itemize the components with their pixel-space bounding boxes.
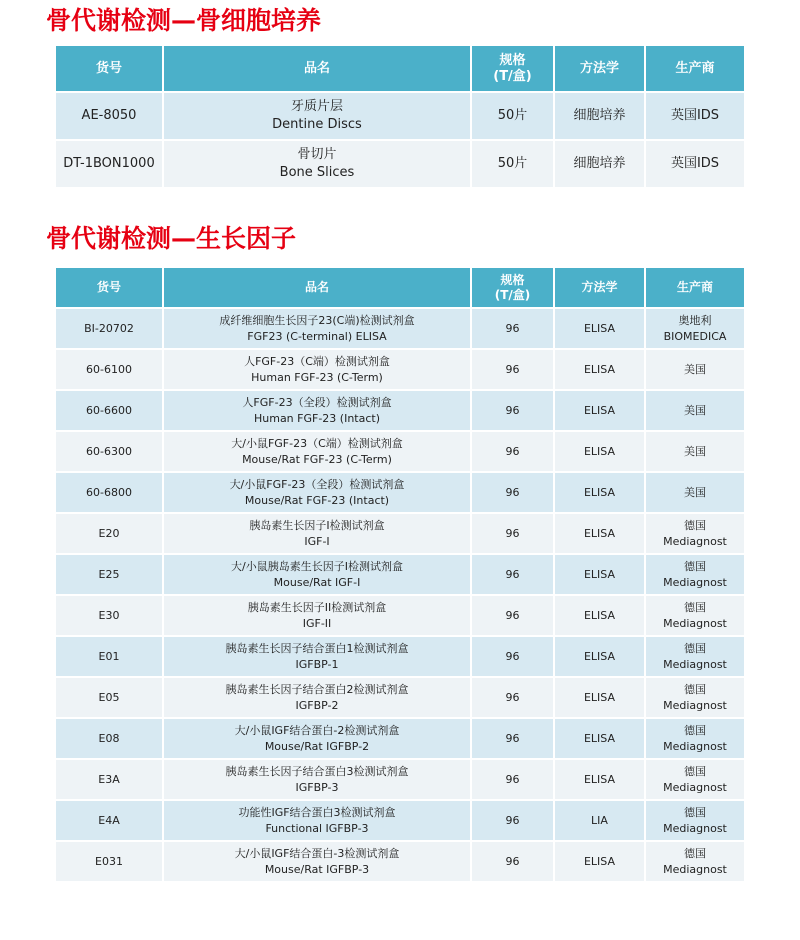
cell-maker (646, 309, 744, 348)
cell-name-cn: 大/小鼠IGF结合蛋白-2检测试剂盒 (234, 723, 400, 737)
cell-maker-brand: Mediagnost (663, 534, 727, 548)
table-row (56, 514, 744, 553)
cell-spec: 96 (472, 514, 553, 553)
cell-name-cn: 胰岛素生长因子结合蛋白1检测试剂盒 (225, 641, 409, 655)
cell-name-cn: 胰岛素生长因子结合蛋白3检测试剂盒 (225, 764, 409, 778)
cell-maker-country: 德国 (684, 846, 706, 860)
cell-method: ELISA (555, 760, 644, 799)
cell-maker-brand: Mediagnost (663, 862, 727, 876)
cell-name (164, 350, 470, 389)
cell-spec: 96 (472, 637, 553, 676)
cell-spec: 96 (472, 309, 553, 348)
table-row (56, 473, 744, 512)
cell-name-en: IGFBP-2 (295, 698, 339, 712)
table-row (56, 596, 744, 635)
cell-spec: 96 (472, 432, 553, 471)
cell-maker-country: 美国 (684, 403, 706, 417)
cell-name (164, 473, 470, 512)
cell-maker-brand: Mediagnost (663, 616, 727, 630)
cell-maker-country: 德国 (684, 682, 706, 696)
cell-name-en: Mouse/Rat FGF-23 (C-Term) (242, 452, 392, 466)
cell-maker-brand: Mediagnost (663, 698, 727, 712)
section-title-growth-factors: 骨代谢检测—生长因子 (46, 224, 297, 253)
cell-code: E3A (56, 760, 162, 799)
cell-spec: 96 (472, 596, 553, 635)
cell-name (164, 596, 470, 635)
cell-maker-country: 德国 (684, 764, 706, 778)
cell-code: 60-6100 (56, 350, 162, 389)
cell-maker-brand: Mediagnost (663, 821, 727, 835)
cell-spec: 96 (472, 678, 553, 717)
cell-code: E25 (56, 555, 162, 594)
cell-method: ELISA (555, 391, 644, 430)
cell-maker-country: 美国 (684, 444, 706, 458)
cell-method: LIA (555, 801, 644, 840)
cell-code: E05 (56, 678, 162, 717)
cell-maker: 英国IDS (646, 93, 744, 139)
cell-spec: 50片 (472, 93, 553, 139)
cell-code: E01 (56, 637, 162, 676)
cell-maker-brand: Mediagnost (663, 575, 727, 589)
table-header-row (56, 268, 744, 307)
header-spec-line2: (T/盒) (494, 287, 531, 302)
cell-spec: 50片 (472, 141, 553, 187)
cell-spec: 96 (472, 801, 553, 840)
cell-name-en: IGFBP-3 (295, 780, 339, 794)
cell-name-cn: 胰岛素生长因子I检测试剂盒 (249, 518, 385, 532)
cell-name-en: IGFBP-1 (295, 657, 339, 671)
cell-maker (646, 637, 744, 676)
cell-name (164, 514, 470, 553)
header-spec (472, 268, 553, 307)
header-spec-line2: (T/盒) (493, 68, 532, 84)
cell-method: ELISA (555, 637, 644, 676)
table-row (56, 141, 744, 187)
table-row (56, 391, 744, 430)
header-spec (472, 46, 553, 91)
cell-name (164, 432, 470, 471)
cell-name (164, 141, 470, 187)
cell-maker-brand: Mediagnost (663, 739, 727, 753)
cell-maker (646, 842, 744, 881)
cell-code: 60-6800 (56, 473, 162, 512)
table-row (56, 350, 744, 389)
cell-maker-country: 德国 (684, 600, 706, 614)
cell-name (164, 93, 470, 139)
cell-method: ELISA (555, 432, 644, 471)
header-name: 品名 (164, 46, 470, 91)
cell-maker-country: 德国 (684, 559, 706, 573)
cell-maker-country: 德国 (684, 641, 706, 655)
cell-name (164, 678, 470, 717)
cell-spec: 96 (472, 719, 553, 758)
table-row (56, 93, 744, 139)
bone-cell-culture-table (54, 44, 746, 189)
cell-code: AE-8050 (56, 93, 162, 139)
cell-spec: 96 (472, 391, 553, 430)
header-spec-line1: 规格 (500, 272, 525, 287)
cell-maker (646, 596, 744, 635)
table-row (56, 555, 744, 594)
cell-maker (646, 432, 744, 471)
cell-method: ELISA (555, 555, 644, 594)
header-spec-line1: 规格 (499, 52, 526, 68)
table-row (56, 719, 744, 758)
header-code: 货号 (56, 268, 162, 307)
cell-maker-brand: BIOMEDICA (663, 329, 727, 343)
cell-name-cn: 骨切片 (297, 147, 337, 162)
cell-method: ELISA (555, 309, 644, 348)
header-maker: 生产商 (646, 46, 744, 91)
cell-name-cn: 人FGF-23（C端）检测试剂盒 (244, 354, 390, 368)
cell-code: E08 (56, 719, 162, 758)
cell-code: 60-6300 (56, 432, 162, 471)
table-row (56, 760, 744, 799)
cell-method: 细胞培养 (555, 141, 644, 187)
cell-name-cn: 大/小鼠FGF-23（全段）检测试剂盒 (229, 477, 405, 491)
table-header-row (56, 46, 744, 91)
cell-code: E4A (56, 801, 162, 840)
cell-name-cn: 功能性IGF结合蛋白3检测试剂盒 (238, 805, 396, 819)
header-method: 方法学 (555, 268, 644, 307)
cell-maker-country: 美国 (684, 362, 706, 376)
cell-name-en: Functional IGFBP-3 (265, 821, 369, 835)
header-code: 货号 (56, 46, 162, 91)
table-row (56, 678, 744, 717)
cell-name-en: IGF-I (304, 534, 330, 548)
section-title-bone-cell-culture: 骨代谢检测—骨细胞培养 (46, 6, 322, 35)
cell-code: 60-6600 (56, 391, 162, 430)
cell-code: BI-20702 (56, 309, 162, 348)
cell-name-cn: 大/小鼠IGF结合蛋白-3检测试剂盒 (234, 846, 400, 860)
cell-code: E20 (56, 514, 162, 553)
cell-maker-brand: Mediagnost (663, 657, 727, 671)
header-name: 品名 (164, 268, 470, 307)
cell-spec: 96 (472, 473, 553, 512)
header-maker: 生产商 (646, 268, 744, 307)
cell-code: E031 (56, 842, 162, 881)
cell-maker (646, 473, 744, 512)
cell-method: ELISA (555, 842, 644, 881)
cell-maker (646, 678, 744, 717)
cell-name-en: IGF-II (302, 616, 332, 630)
table-row (56, 637, 744, 676)
growth-factor-table-body (56, 309, 744, 881)
cell-method: ELISA (555, 514, 644, 553)
cell-maker (646, 760, 744, 799)
cell-method: ELISA (555, 473, 644, 512)
cell-name (164, 637, 470, 676)
cell-maker (646, 514, 744, 553)
cell-name (164, 391, 470, 430)
cell-name-cn: 牙质片层 (290, 99, 343, 114)
cell-maker: 英国IDS (646, 141, 744, 187)
cell-maker-brand: Mediagnost (663, 780, 727, 794)
cell-method: 细胞培养 (555, 93, 644, 139)
header-method: 方法学 (555, 46, 644, 91)
cell-spec: 96 (472, 555, 553, 594)
cell-spec: 96 (472, 760, 553, 799)
table-row (56, 801, 744, 840)
cell-name-cn: 大/小鼠胰岛素生长因子I检测试剂盒 (231, 559, 403, 573)
cell-name-en: Mouse/Rat IGF-I (273, 575, 361, 589)
cell-maker-country: 奥地利 (678, 313, 712, 327)
cell-method: ELISA (555, 719, 644, 758)
cell-maker (646, 391, 744, 430)
growth-factor-table (54, 266, 746, 883)
table-row (56, 842, 744, 881)
cell-name-cn: 成纤维细胞生长因子23(C端)检测试剂盒 (219, 313, 415, 327)
cell-name-cn: 胰岛素生长因子II检测试剂盒 (247, 600, 387, 614)
cell-maker (646, 719, 744, 758)
cell-name-en: Dentine Discs (272, 117, 362, 132)
cell-method: ELISA (555, 678, 644, 717)
table-row (56, 309, 744, 348)
cell-code: DT-1BON1000 (56, 141, 162, 187)
cell-maker-country: 德国 (684, 723, 706, 737)
cell-name-en: Human FGF-23 (C-Term) (251, 370, 383, 384)
cell-name-en: Mouse/Rat FGF-23 (Intact) (244, 493, 390, 507)
cell-name-en: FGF23 (C-terminal) ELISA (247, 329, 387, 343)
cell-name-en: Mouse/Rat IGFBP-2 (264, 739, 370, 753)
cell-method: ELISA (555, 350, 644, 389)
cell-name (164, 309, 470, 348)
cell-code: E30 (56, 596, 162, 635)
cell-name (164, 555, 470, 594)
cell-name (164, 719, 470, 758)
table-row (56, 432, 744, 471)
cell-maker-country: 德国 (684, 805, 706, 819)
cell-maker (646, 350, 744, 389)
cell-name-cn: 胰岛素生长因子结合蛋白2检测试剂盒 (225, 682, 409, 696)
cell-name (164, 842, 470, 881)
cell-maker-country: 美国 (684, 485, 706, 499)
cell-spec: 96 (472, 842, 553, 881)
cell-name-cn: 人FGF-23（全段）检测试剂盒 (242, 395, 392, 409)
cell-name-en: Human FGF-23 (Intact) (253, 411, 381, 425)
cell-spec: 96 (472, 350, 553, 389)
cell-name (164, 760, 470, 799)
cell-method: ELISA (555, 596, 644, 635)
cell-maker (646, 801, 744, 840)
cell-name-cn: 大/小鼠FGF-23（C端）检测试剂盒 (231, 436, 403, 450)
cell-name-en: Bone Slices (279, 165, 355, 180)
cell-name (164, 801, 470, 840)
cell-maker (646, 555, 744, 594)
cell-maker-country: 德国 (684, 518, 706, 532)
cell-name-en: Mouse/Rat IGFBP-3 (264, 862, 370, 876)
